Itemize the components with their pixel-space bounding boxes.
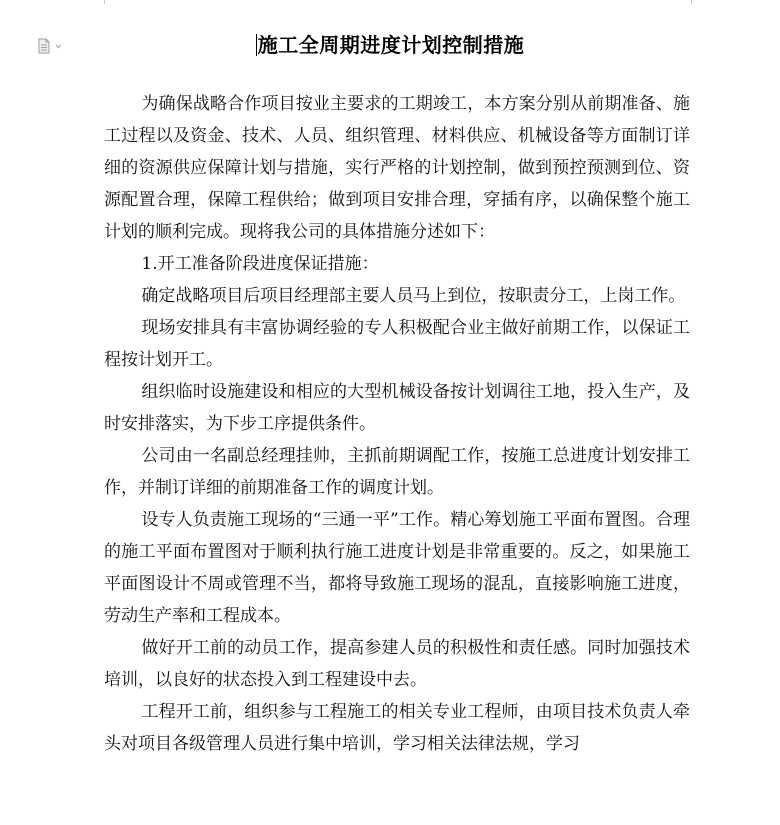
page-corner-mark-left [82,0,105,4]
page-corner-mark-right [691,0,714,4]
paragraph-coordination: 现场安排具有丰富协调经验的专人积极配合业主做好前期工作，以保证工程按计划开工。 [104,318,690,370]
document-title-text: 施工全周期进度计划控制措施 [257,33,525,57]
paragraph-intro: 为确保战略合作项目按业主要求的工期竣工，本方案分别从前期准备、施工过程以及资金、技术、人员、组织管理、材料供应、机械设备等方面制订详细的资源供应保障计划与措施，实行严格的计划控制，做到预控预测到位、资源配置合理，保障工程供给；做到项目安排合理，穿插有序，以确保整个施工计划的顺利完成。现将我公司的具体措施分述如下： [104,94,690,242]
paragraph-site-layout: 设专人负责施工现场的“三通一平”工作。精心筹划施工平面布置图。合理的施工平面布置图对于顺利执行施工进度计划是非常重要的。反之，如果施工平面图设计不周或管理不当，都将导致施工现场的混乱，直接影响施工进度，劳动生产率和工程成本。 [104,510,690,626]
paragraph-leadership: 公司由一名副总经理挂帅，主抓前期调配工作，按施工总进度计划安排工作，并制订详细的前期准备工作的调度计划。 [104,446,690,498]
paragraph-mobilization: 做好开工前的动员工作，提高参建人员的积极性和责任感。同时加强技术培训，以良好的状态投入到工程建设中去。 [104,638,690,690]
document-body[interactable] [104,88,690,760]
paragraph-training: 工程开工前，组织参与工程施工的相关专业工程师，由项目技术负责人牵头对项目各级管理人员进行集中培训，学习相关法律法规，学习 [104,702,690,754]
document-title[interactable] [0,30,780,60]
text-cursor [256,34,257,56]
paragraph-section-heading: 1.开工准备阶段进度保证措施： [141,254,379,274]
paragraph-staff: 确定战略项目后项目经理部主要人员马上到位，按职责分工，上岗工作。 [141,286,686,306]
paragraph-facilities: 组织临时设施建设和相应的大型机械设备按计划调往工地，投入生产，及时安排落实，为下步工序提供条件。 [104,382,690,434]
